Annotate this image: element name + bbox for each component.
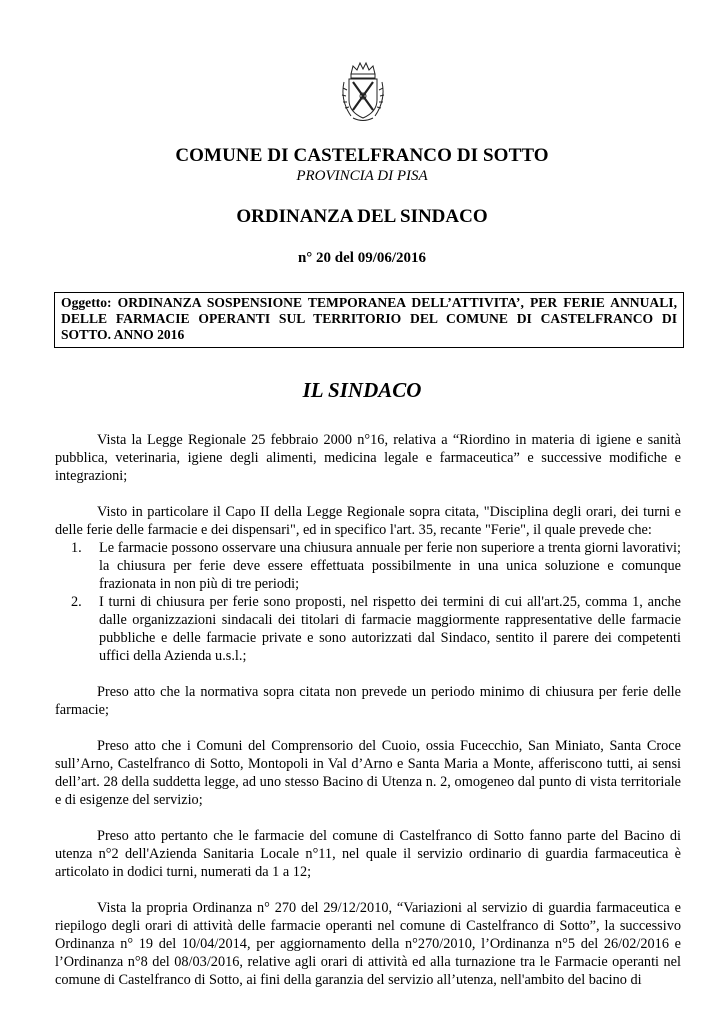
ordinanza-title: ORDINANZA DEL SINDACO — [236, 206, 488, 227]
list-item-text: I turni di chiusura per ferie sono proposti, nel rispetto dei termini di cui all'art.25, comma 1, anche dalle organizzazioni sindacali dei titolari di farmacie maggiormente rappresentative delle farmacie pubbliche e delle farmacie private e sono autorizzati dal Sindaco, sentito il parere dei competenti uffici della Azienda u.s.l.; — [99, 594, 681, 664]
oggetto-box: Oggetto: ORDINANZA SOSPENSIONE TEMPORANEA DELL’ATTIVITA’, PER FERIE ANNUALI, DELLE FARMACIE OPERANTI SUL TERRITORIO DEL COMUNE DI CASTELFRANCO DI SOTTO. ANNO 2016 — [54, 292, 684, 348]
list-item-number: 2. — [71, 594, 82, 610]
list-item-number: 1. — [71, 540, 82, 556]
document-body — [55, 431, 681, 1007]
paragraph-capo-ii: Visto in particolare il Capo II della Legge Regionale sopra citata, "Disciplina degli orari, dei turni e delle ferie delle farmacie e dei dispensari", ed in specifico l'art. 35, recante "Ferie", il quale prevede che: — [55, 504, 681, 538]
paragraph-ordinanze-precedenti: Vista la propria Ordinanza n° 270 del 29/12/2010, “Variazioni al servizio di guardia farmaceutica e riepilogo degli orari di attività delle farmacie operanti nel comune di Castelfranco di Sotto”, la successivo Ordinanza n° 19 del 10/04/2014, per aggiornamento della n°270/2010, l’Ordinanza n°5 del 26/02/2016 e l’Ordinanza n°8 del 08/03/2016, relative agli orari di attività ed alla turnazione tra le Farmacie operanti nel comune di Castelfranco di Sotto, ai fini della garanzia del servizio all’utenza, nell'ambito del bacino di — [55, 900, 681, 988]
paragraph-periodo-minimo: Preso atto che la normativa sopra citata non prevede un periodo minimo di chiusura per ferie delle farmacie; — [55, 684, 681, 718]
provincia-subtitle: PROVINCIA DI PISA — [296, 168, 428, 184]
comune-title: COMUNE DI CASTELFRANCO DI SOTTO — [175, 145, 549, 166]
list-item — [55, 539, 681, 593]
paragraph-legge-regionale: Vista la Legge Regionale 25 febbraio 2000 n°16, relativa a “Riordino in materia di igiene e sanità pubblica, veterinaria, igiene degli alimenti, medicina legale e farmaceutica” e successive modifiche e integrazioni; — [55, 432, 681, 484]
ferie-rules-list — [55, 539, 681, 665]
ordinanza-number: n° 20 del 09/06/2016 — [297, 250, 427, 266]
list-item-text: Le farmacie possono osservare una chiusura annuale per ferie non superiore a trenta giorni lavorativi; la chiusura per ferie deve essere effettuata possibilmente in una unica soluzione e comunque frazionata in non più di tre periodi; — [99, 540, 681, 592]
paragraph-comprensorio: Preso atto che i Comuni del Comprensorio del Cuoio, ossia Fucecchio, San Miniato, Santa Croce sull’Arno, Castelfranco di Sotto, Montopoli in Val d’Arno e Santa Maria a Monte, afferiscono tutti, ai sensi dell’art. 28 della suddetta legge, ad uno stesso Bacino di Utenza n. 2, omogeneo dal punto di vista territoriale e di esigenze del servizio; — [55, 738, 681, 808]
paragraph-bacino-utenza: Preso atto pertanto che le farmacie del comune di Castelfranco di Sotto fanno parte del Bacino di utenza n°2 dell'Azienda Sanitaria Locale n°11, nel quale il servizio ordinario di guardia farmaceutica è articolato in dodici turni, numerati da 1 a 12; — [55, 828, 681, 880]
sindaco-heading: IL SINDACO — [302, 378, 422, 402]
municipal-crest-icon — [339, 60, 387, 124]
list-item — [55, 593, 681, 665]
